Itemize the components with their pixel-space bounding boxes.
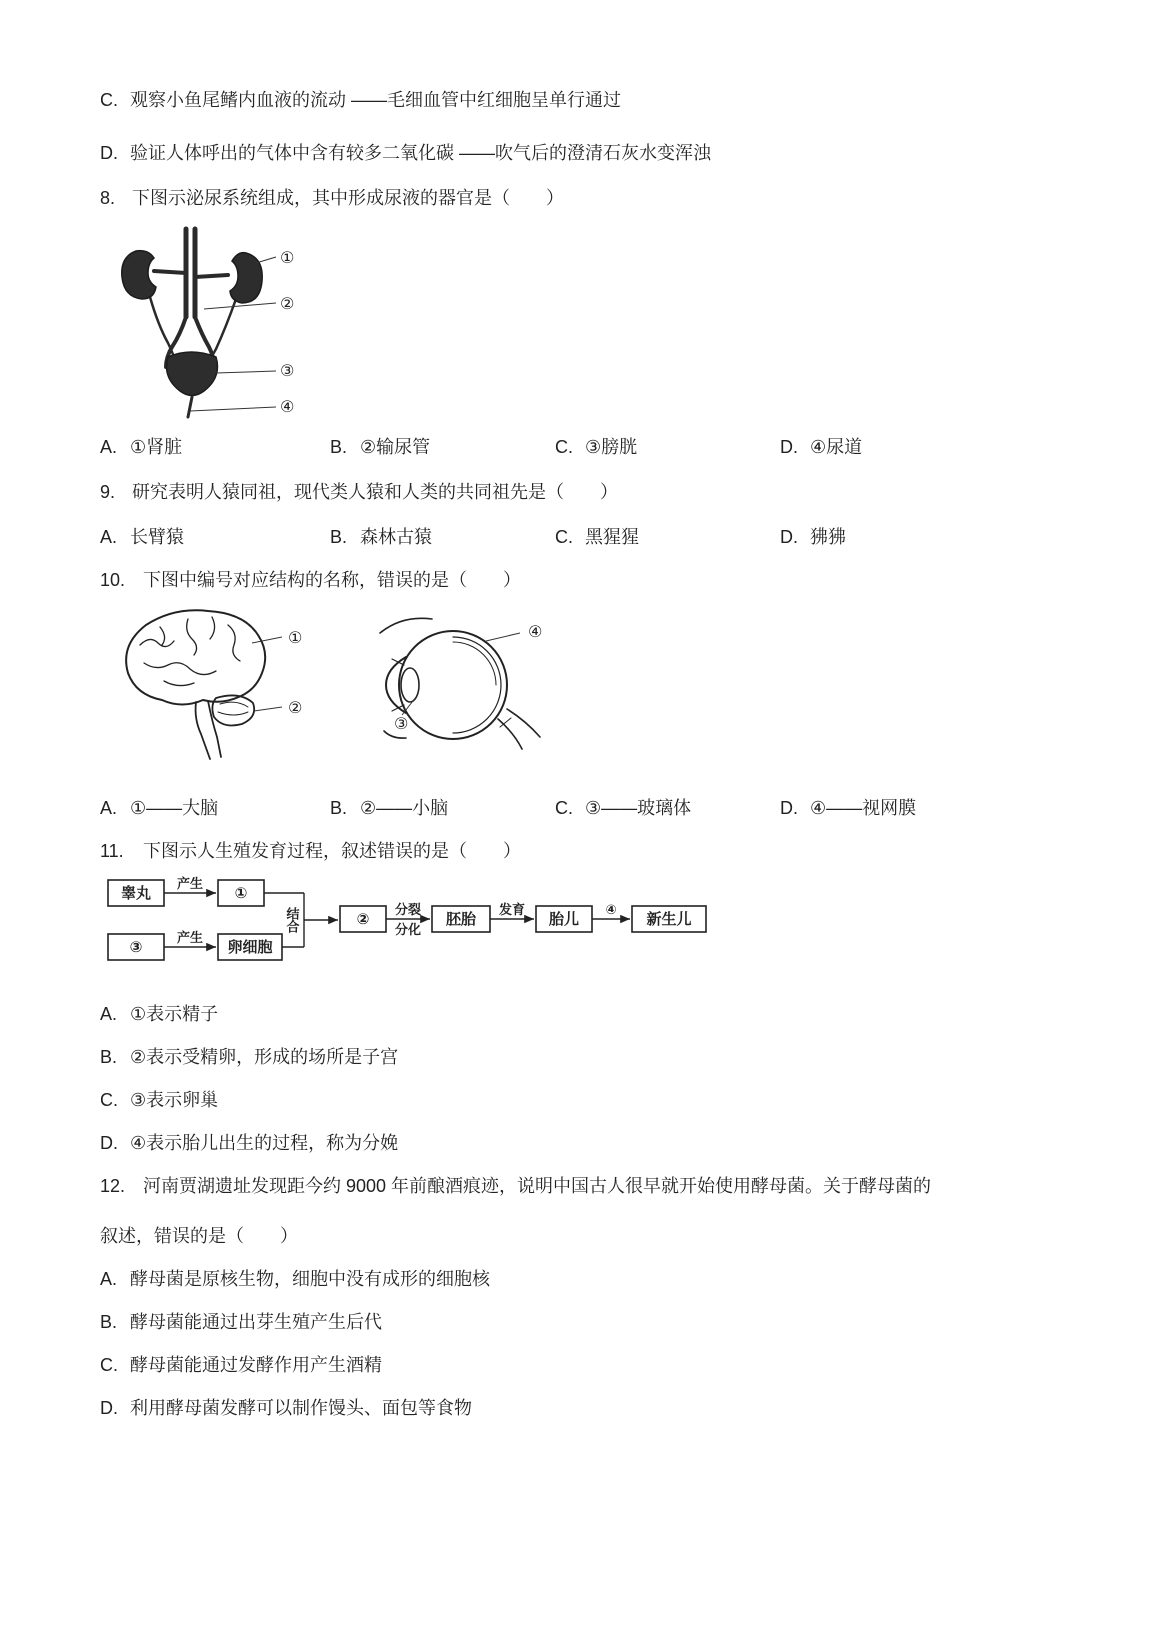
q10-option-a — [100, 796, 330, 821]
option-text: 观察小鱼尾鳍内血液的流动 ——毛细血管中红细胞呈单行通过 — [130, 90, 621, 110]
flow-boxes — [108, 880, 706, 960]
flow-box-three-label: ③ — [129, 939, 143, 956]
brain-callout-lines — [252, 637, 282, 711]
option-text: ③——玻璃体 — [585, 798, 692, 818]
brain-figure — [104, 601, 304, 766]
option-label: A. — [100, 527, 118, 547]
option-label: D. — [780, 437, 798, 457]
q8-option-d — [780, 435, 1100, 460]
option-text: ①肾脏 — [130, 437, 183, 457]
question-number: 12. — [100, 1176, 126, 1196]
question-number: 8. — [100, 188, 116, 208]
q9-option-a — [100, 525, 330, 550]
eye-callout-lines — [402, 633, 520, 715]
option-label: D. — [100, 1133, 118, 1153]
question-text: 研究表明人猿同祖，现代类人猿和人类的共同祖先是（ ） — [132, 482, 618, 502]
flow-arrow-differentiate-label: 分化 — [394, 922, 422, 937]
flow-box-one-label: ① — [234, 885, 248, 902]
q9-option-d — [780, 525, 1100, 550]
q8-option-c — [555, 435, 780, 460]
option-label: D. — [780, 798, 798, 818]
q7-option-d — [100, 141, 1100, 166]
q11-option-b — [100, 1045, 1100, 1070]
q9-stem — [100, 480, 1100, 505]
q12-option-c — [100, 1353, 1100, 1378]
urinary-structures — [122, 229, 262, 417]
option-label: C. — [555, 527, 573, 547]
figure-callout-3: ③ — [394, 716, 409, 733]
q7-option-c — [100, 88, 1100, 113]
option-label: D. — [780, 527, 798, 547]
option-text: ③表示卵巢 — [130, 1090, 219, 1110]
q10-figure — [100, 601, 1100, 766]
urinary-system-figure — [108, 225, 308, 423]
q11-option-a — [100, 1002, 1100, 1027]
option-text: ③膀胱 — [585, 437, 638, 457]
option-label: C. — [100, 1090, 118, 1110]
q12-option-d — [100, 1396, 1100, 1421]
option-label: B. — [330, 798, 348, 818]
q10-option-c — [555, 796, 780, 821]
figure-callout-1: ① — [288, 630, 303, 647]
option-label: D. — [100, 143, 118, 163]
option-label: A. — [100, 1269, 118, 1289]
flow-box-fetus-label: 胎儿 — [548, 911, 580, 928]
option-text: ②表示受精卵，形成的场所是子宫 — [130, 1047, 399, 1067]
question-number: 9. — [100, 482, 116, 502]
q10-stem — [100, 568, 1100, 593]
question-text: 下图示人生殖发育过程，叙述错误的是（ ） — [143, 841, 521, 861]
option-label: B. — [100, 1312, 118, 1332]
q12-option-a — [100, 1267, 1100, 1292]
option-text: 酵母菌能通过出芽生殖产生后代 — [130, 1312, 382, 1332]
flow-box-testis-label: 睾丸 — [120, 885, 152, 902]
flow-box-two-label: ② — [356, 911, 370, 928]
q8-options-row — [100, 435, 1100, 460]
flow-arrow-produce-bottom-label: 产生 — [176, 930, 204, 945]
q12-stem-line2 — [100, 1224, 1100, 1249]
option-label: B. — [330, 437, 348, 457]
figure-callout-4: ④ — [280, 399, 295, 416]
q10-options-row — [100, 796, 1100, 821]
option-label: A. — [100, 437, 118, 457]
eye-figure — [350, 607, 555, 757]
question-text: 下图示泌尿系统组成，其中形成尿液的器官是（ ） — [132, 188, 564, 208]
flow-box-newborn-label: 新生儿 — [646, 911, 692, 928]
option-label: C. — [100, 90, 118, 110]
option-text: 长臂猿 — [130, 527, 184, 547]
flow-arrow-develop-label: 发育 — [498, 902, 526, 917]
option-label: A. — [100, 1004, 118, 1024]
question-text: 下图中编号对应结构的名称，错误的是（ ） — [143, 570, 521, 590]
q12-option-b — [100, 1310, 1100, 1335]
q11-option-d — [100, 1131, 1100, 1156]
figure-callout-3: ③ — [280, 363, 295, 380]
option-text: 验证人体呼出的气体中含有较多二氧化碳 ——吹气后的澄清石灰水变浑浊 — [130, 143, 711, 163]
option-text: 狒狒 — [810, 527, 846, 547]
q11-figure — [100, 872, 1100, 972]
option-label: A. — [100, 798, 118, 818]
flow-box-egg-label: 卵细胞 — [227, 939, 273, 956]
option-label: C. — [100, 1355, 118, 1375]
option-text: 酵母菌能通过发酵作用产生酒精 — [130, 1355, 382, 1375]
q12-stem-line1 — [100, 1174, 1100, 1199]
figure-callout-2: ② — [280, 296, 295, 313]
option-text: 黑猩猩 — [585, 527, 639, 547]
flow-box-embryo-label: 胚胎 — [445, 911, 477, 928]
q9-option-c — [555, 525, 780, 550]
option-text: ②输尿管 — [360, 437, 431, 457]
question-text: 叙述，错误的是（ ） — [100, 1226, 298, 1246]
option-text: ②——小脑 — [360, 798, 449, 818]
q10-option-b — [330, 796, 555, 821]
option-text: ④表示胎儿出生的过程，称为分娩 — [130, 1133, 399, 1153]
option-text: ①表示精子 — [130, 1004, 219, 1024]
q11-stem — [100, 839, 1100, 864]
q8-stem — [100, 186, 1100, 211]
flow-arrow-produce-top-label: 产生 — [176, 876, 204, 891]
question-text: 河南贾湖遗址发现距今约 9000 年前酿酒痕迹，说明中国古人很早就开始使用酵母菌。关于酵母菌的 — [143, 1176, 932, 1196]
flow-arrow-combine-label: 结合 — [284, 907, 300, 933]
option-label: C. — [555, 798, 573, 818]
figure-callout-2: ② — [288, 700, 303, 717]
figure-callout-1: ① — [280, 250, 295, 267]
figure-callout-4: ④ — [528, 624, 543, 641]
option-text: ④尿道 — [810, 437, 863, 457]
option-text: 森林古猿 — [360, 527, 432, 547]
option-label: C. — [555, 437, 573, 457]
q11-option-c — [100, 1088, 1100, 1113]
q9-option-b — [330, 525, 555, 550]
option-text: 利用酵母菌发酵可以制作馒头、面包等食物 — [130, 1398, 472, 1418]
q8-option-a — [100, 435, 330, 460]
option-label: D. — [100, 1398, 118, 1418]
question-number: 10. — [100, 570, 126, 590]
option-text: ④——视网膜 — [810, 798, 917, 818]
question-number: 11. — [100, 841, 124, 861]
flow-arrow-four-label: ④ — [605, 902, 617, 917]
option-label: B. — [100, 1047, 118, 1067]
q8-figure — [100, 225, 1100, 423]
flow-arrow-divide-label: 分裂 — [394, 902, 422, 917]
reproduction-flowchart — [100, 872, 740, 972]
q10-option-d — [780, 796, 1100, 821]
q9-options-row — [100, 525, 1100, 550]
option-text: ①——大脑 — [130, 798, 219, 818]
option-label: B. — [330, 527, 348, 547]
q8-option-b — [330, 435, 555, 460]
brain-outline — [126, 610, 265, 759]
option-text: 酵母菌是原核生物，细胞中没有成形的细胞核 — [130, 1269, 490, 1289]
